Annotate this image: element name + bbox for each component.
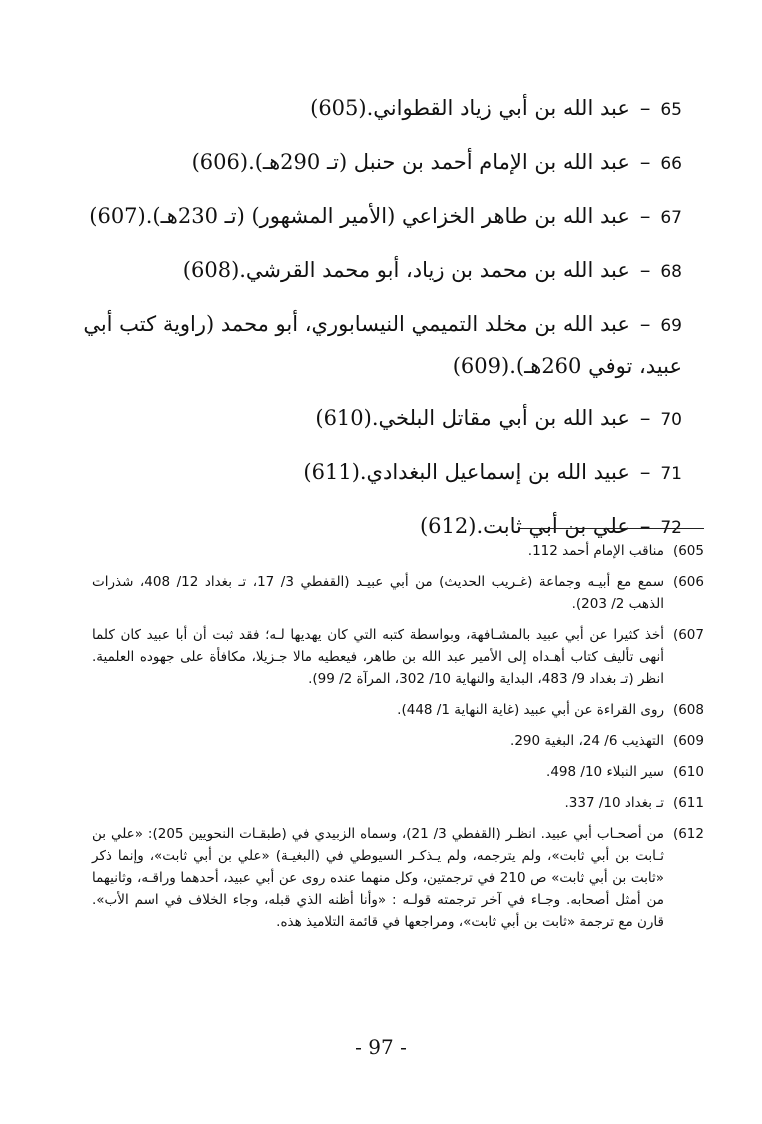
footnote-text: التهذيب 6/ 24، البغية 290. bbox=[510, 733, 664, 749]
entry-number: 70 bbox=[660, 410, 682, 430]
footnote bbox=[92, 571, 704, 615]
entry-text: علي بن أبي ثابت.(612) bbox=[419, 514, 630, 538]
entry-text: عبيد الله بن إسماعيل البغدادي.(611) bbox=[303, 460, 630, 484]
footnote bbox=[92, 624, 704, 690]
entry-number: 67 bbox=[660, 208, 682, 228]
list-item: 65–عبد الله بن أبي زياد القطواني.(605) bbox=[310, 96, 682, 120]
footnote-text: مناقب الإمام أحمد 112. bbox=[527, 543, 664, 559]
list-item: 68–عبد الله بن محمد بن زياد، أبو محمد القرشي.(608) bbox=[182, 258, 682, 282]
footnotes bbox=[92, 540, 704, 942]
entry-text: عبد الله بن أبي مقاتل البلخي.(610) bbox=[315, 406, 630, 430]
list-item: 71–عبيد الله بن إسماعيل البغدادي.(611) bbox=[303, 460, 682, 484]
list-item: 69–عبد الله بن مخلد التميمي النيسابوري، أبو محمد (راوية كتب أبي عبيد، توفي 260هـ).(609) bbox=[83, 312, 682, 378]
list-item: 72–علي بن أبي ثابت.(612) bbox=[419, 514, 682, 538]
list-item: 67–عبد الله بن طاهر الخزاعي (الأمير المشهور) (تـ 230هـ).(607) bbox=[89, 204, 682, 228]
list-item: 66–عبد الله بن الإمام أحمد بن حنبل (تـ 290هـ).(606) bbox=[191, 150, 682, 174]
entry-text: عبد الله بن طاهر الخزاعي (الأمير المشهور) (تـ 230هـ).(607) bbox=[89, 204, 630, 228]
footnote-text: روى القراءة عن أبي عبيد (غاية النهاية 1/ 448). bbox=[397, 702, 664, 718]
footnote-text: من أصحـاب أبي عبيد. انظـر (القفطي 3/ 21)، وسماه الزبيدي في (طبقـات النحويين 205): «علي بن ثـابت بن أبي ثابت»، ولم يترجمه، ولم يـذكـر السيوطي في (البغيـة) «علي بن أبي ثابت»، وإنما ذكر «ثابت بن أبي ثابت» ص 210 في ترجمتين، وكل منهما عنده روى عن أبي عبيد، أحدهما وراقـه، وثانيهما من أمثل أصحابه. وجـاء في آخر ترجمته قولـه : «وأنا أظنه الذي قبله، وجاء الخلاف في اسم الأب». قارن مع ترجمة «ثابت بن أبي ثابت»، ومراجعها في قائمة التلاميذ هذه. bbox=[92, 826, 665, 930]
entry-number: 72 bbox=[660, 518, 682, 538]
footnote-number: 607) bbox=[672, 627, 704, 643]
list-item: 70–عبد الله بن أبي مقاتل البلخي.(610) bbox=[315, 406, 682, 430]
entry-text: عبد الله بن الإمام أحمد بن حنبل (تـ 290هـ).(606) bbox=[191, 150, 630, 174]
entry-number: 66 bbox=[660, 154, 682, 174]
footnote-number: 608) bbox=[672, 702, 704, 718]
student-list bbox=[40, 88, 682, 560]
footnote-text: تـ بغداد 10/ 337. bbox=[564, 795, 664, 811]
footnote bbox=[92, 823, 704, 933]
entry-number: 65 bbox=[660, 100, 682, 120]
footnote bbox=[92, 540, 704, 562]
footnote-number: 606) bbox=[672, 574, 704, 590]
footnote-number: 612) bbox=[672, 826, 704, 842]
entry-number: 71 bbox=[660, 464, 682, 484]
footnote bbox=[92, 792, 704, 814]
footnote bbox=[92, 730, 704, 752]
footnote-divider bbox=[518, 528, 704, 529]
entry-text: عبد الله بن مخلد التميمي النيسابوري، أبو محمد (راوية كتب أبي عبيد، توفي 260هـ).(609) bbox=[83, 312, 682, 378]
footnote-text: سير النبلاء 10/ 498. bbox=[546, 764, 664, 780]
entry-number: 68 bbox=[660, 262, 682, 282]
entry-number: 69 bbox=[660, 316, 682, 336]
footnote-number: 609) bbox=[672, 733, 704, 749]
entry-text: عبد الله بن أبي زياد القطواني.(605) bbox=[310, 96, 630, 120]
footnote bbox=[92, 761, 704, 783]
footnote-number: 610) bbox=[672, 764, 704, 780]
footnote-text: سمع مع أبيـه وجماعة (غـريب الحديث) من أبي عبيـد (القفطي 3/ 17، تـ بغداد 12/ 408، شذرات الذهب 2/ 203). bbox=[92, 574, 665, 612]
footnote-text: أخذ كثيرا عن أبي عبيد بالمشـافهة، وبواسطة كتبه التي كان يهديها لـه؛ فقد ثبت أن أبا عبيد كان كلما أنهى تأليف كتاب أهـداه إلى الأمير عبد الله بن طاهر، فيعطيه مالا جـزيلا، مكافأة على جهوده العلمية. انظر (تـ بغداد 9/ 483، البداية والنهاية 10/ 302، المرآة 2/ 99). bbox=[92, 627, 664, 687]
entry-text: عبد الله بن محمد بن زياد، أبو محمد القرشي.(608) bbox=[182, 258, 630, 282]
footnote-number: 605) bbox=[672, 543, 704, 559]
footnote bbox=[92, 699, 704, 721]
page-number: - 97 - bbox=[355, 1035, 407, 1059]
footnote-number: 611) bbox=[672, 795, 704, 811]
